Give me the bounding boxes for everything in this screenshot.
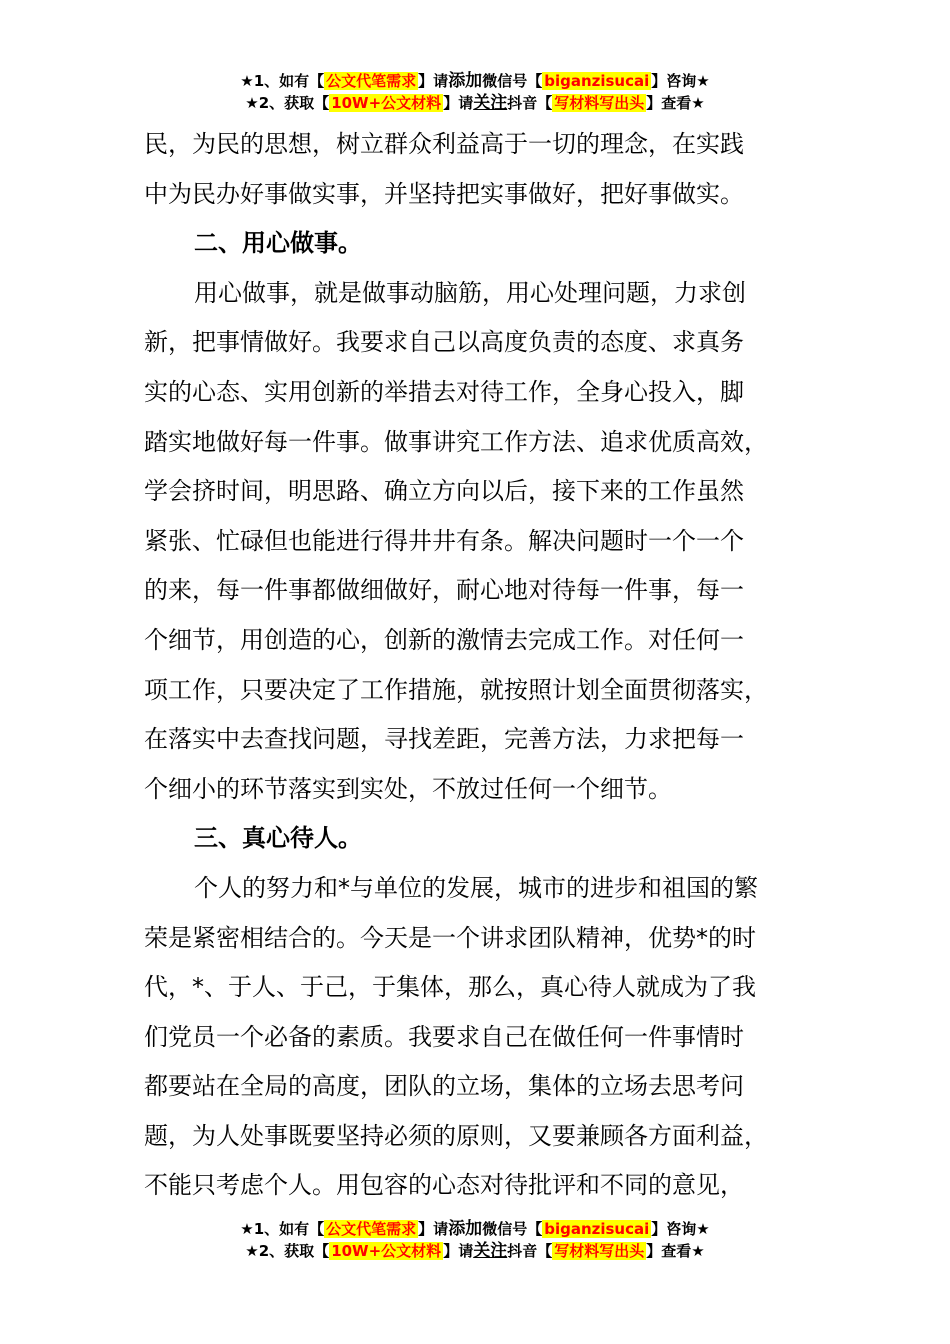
paragraph-line: 个人的努力和*与单位的发展，城市的进步和祖国的繁 [194, 873, 758, 902]
highlight-account: 写材料写出头 [554, 1242, 645, 1260]
highlight-account: 写材料写出头 [554, 94, 645, 112]
document-body [144, 120, 809, 1211]
paragraph-line: 新，把事情做好。我要求自己以高度负责的态度、求真务 [144, 328, 744, 357]
section-heading: 二、用心做事。 [194, 229, 362, 258]
banner-line-2: ★2、获取【 10W+公文材料 】请关注抖音【 写材料写出头 】查看★ [245, 93, 705, 113]
header-banner [0, 70, 950, 114]
paragraph-line: 在落实中去查找问题，寻找差距，完善方法，力求把每一 [144, 725, 744, 754]
highlight-materials: 10W+公文材料 [331, 1242, 442, 1260]
paragraph-line: 学会挤时间，明思路、确立方向以后，接下来的工作虽然 [144, 477, 744, 506]
paragraph-line: 个细小的环节落实到实处，不放过任何一个细节。 [144, 774, 672, 803]
paragraph-line: 踏实地做好每一件事。做事讲究工作方法、追求优质高效， [144, 427, 768, 456]
paragraph-line: 都要站在全局的高度，团队的立场，集体的立场去思考问 [144, 1072, 744, 1101]
section-heading: 三、真心待人。 [194, 824, 362, 853]
paragraph-line: 们党员一个必备的素质。我要求自己在做任何一件事情时 [144, 1022, 744, 1051]
paragraph-line: 题，为人处事既要坚持必须的原则，又要兼顾各方面利益， [144, 1121, 768, 1150]
highlight-service: 公文代笔需求 [326, 1220, 417, 1238]
paragraph-line: 代，*、于人、于己，于集体，那么，真心待人就成为了我 [144, 973, 756, 1002]
highlight-wechat-id: biganzisucai [544, 1220, 650, 1238]
paragraph-line: 不能只考虑个人。用包容的心态对待批评和不同的意见， [144, 1171, 744, 1200]
paragraph-line: 的来，每一件事都做细做好，耐心地对待每一件事，每一 [144, 576, 744, 605]
paragraph-line: 中为民办好事做实事，并坚持把实事做好，把好事做实。 [144, 179, 744, 208]
banner-line-2: ★2、获取【 10W+公文材料 】请关注抖音【 写材料写出头 】查看★ [245, 1241, 705, 1261]
highlight-wechat-id: biganzisucai [544, 72, 650, 90]
highlight-materials: 10W+公文材料 [331, 94, 442, 112]
paragraph-line: 紧张、忙碌但也能进行得井井有条。解决问题时一个一个 [144, 526, 744, 555]
paragraph-line: 荣是紧密相结合的。今天是一个讲求团队精神，优势*的时 [144, 923, 756, 952]
highlight-service: 公文代笔需求 [326, 72, 417, 90]
footer-banner [0, 1218, 950, 1262]
banner-line-1: ★1、如有【 公文代笔需求 】请添加微信号【 biganzisucai 】咨询★ [240, 71, 710, 91]
paragraph-line: 民，为民的思想，树立群众利益高于一切的理念，在实践 [144, 130, 744, 158]
paragraph-line: 个细节，用创造的心，创新的激情去完成工作。对任何一 [144, 625, 744, 654]
paragraph-line: 实的心态、实用创新的举措去对待工作，全身心投入，脚 [144, 377, 744, 406]
paragraph-line: 用心做事，就是做事动脑筋，用心处理问题，力求创 [194, 278, 746, 307]
banner-line-1: ★1、如有【 公文代笔需求 】请添加微信号【 biganzisucai 】咨询★ [240, 1219, 710, 1239]
paragraph-line: 项工作，只要决定了工作措施，就按照计划全面贯彻落实， [144, 675, 768, 704]
